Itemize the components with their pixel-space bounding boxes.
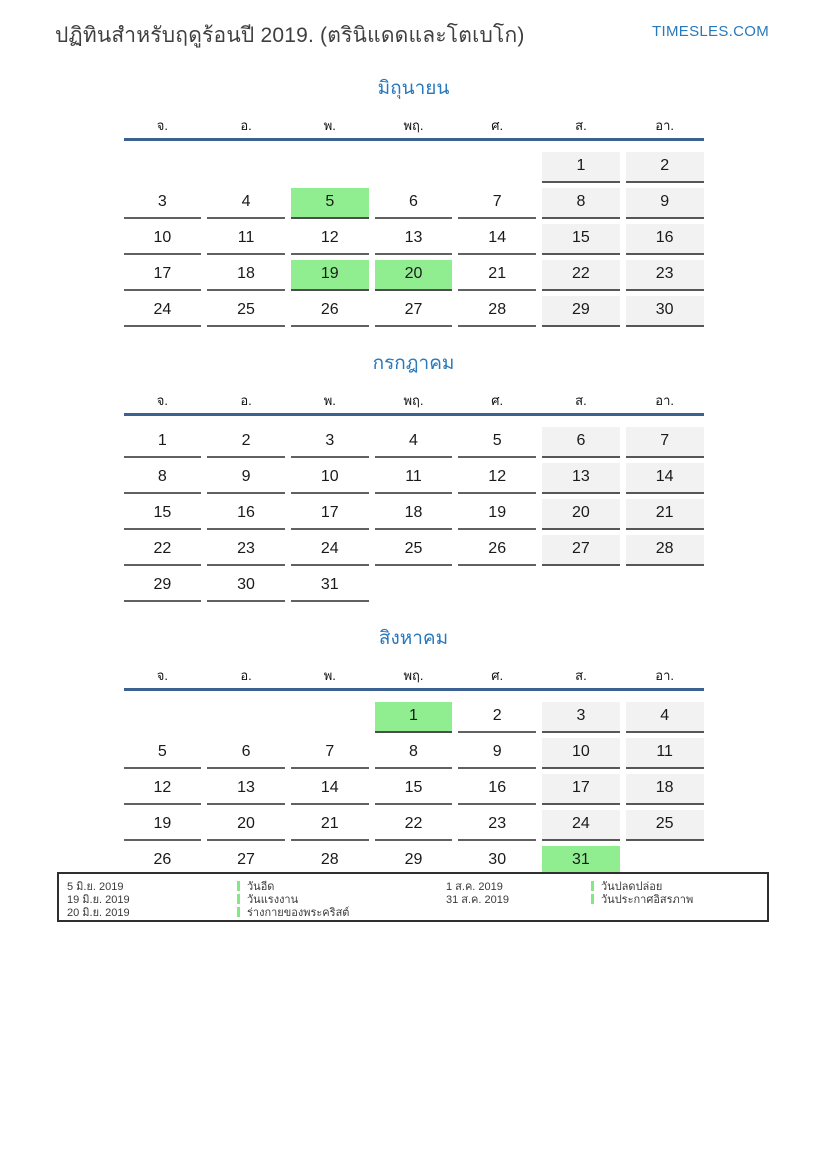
day-cell: 6 xyxy=(375,188,453,219)
day-cell: 21 xyxy=(458,260,536,291)
day-cell: 30 xyxy=(458,846,536,877)
day-cell: 25 xyxy=(626,810,704,841)
day-cell-empty xyxy=(291,702,369,733)
holiday-day-cell: 1 xyxy=(375,702,453,733)
day-cell: 9 xyxy=(626,188,704,219)
day-cell: 9 xyxy=(207,463,285,494)
day-cell: 2 xyxy=(626,152,704,183)
day-cell: 4 xyxy=(626,702,704,733)
day-cell: 14 xyxy=(626,463,704,494)
day-cell: 11 xyxy=(375,463,453,494)
weekday-label: จ. xyxy=(156,668,168,683)
legend-group xyxy=(67,879,413,919)
day-cell: 3 xyxy=(291,427,369,458)
day-cell: 29 xyxy=(542,296,620,327)
day-cell: 7 xyxy=(626,427,704,458)
day-cell: 16 xyxy=(626,224,704,255)
day-cell: 27 xyxy=(542,535,620,566)
day-cell: 30 xyxy=(207,571,285,602)
day-cell-empty xyxy=(375,152,453,183)
legend-holiday-label: ร่างกายของพระคริสต์ xyxy=(247,906,350,919)
month-block xyxy=(124,628,704,877)
weekday-label: อ. xyxy=(240,393,252,408)
day-grid xyxy=(124,427,704,602)
day-cell: 8 xyxy=(124,463,202,494)
day-cell-empty xyxy=(626,571,704,602)
day-cell: 3 xyxy=(542,702,620,733)
day-cell: 25 xyxy=(207,296,285,327)
holiday-day-cell: 5 xyxy=(291,188,369,219)
day-cell: 27 xyxy=(207,846,285,877)
day-cell: 31 xyxy=(291,571,369,602)
month-title: มิถุนายน xyxy=(377,78,450,99)
day-grid xyxy=(124,702,704,877)
day-cell: 12 xyxy=(291,224,369,255)
day-cell: 11 xyxy=(626,738,704,769)
day-cell: 18 xyxy=(375,499,453,530)
day-cell: 26 xyxy=(124,846,202,877)
holiday-tick-icon xyxy=(237,907,240,917)
day-cell: 29 xyxy=(375,846,453,877)
day-cell: 23 xyxy=(626,260,704,291)
day-cell: 2 xyxy=(207,427,285,458)
day-cell: 22 xyxy=(542,260,620,291)
day-cell: 30 xyxy=(626,296,704,327)
legend-date: 31 ส.ค. 2019 xyxy=(446,893,510,906)
day-cell: 9 xyxy=(458,738,536,769)
month-block xyxy=(124,78,704,327)
day-cell: 21 xyxy=(626,499,704,530)
day-cell-empty xyxy=(207,152,285,183)
weekday-label: ส. xyxy=(575,118,587,133)
weekday-label: อ. xyxy=(240,118,252,133)
legend-group xyxy=(413,879,759,915)
day-cell: 25 xyxy=(375,535,453,566)
weekday-label: ศ. xyxy=(491,118,504,133)
day-cell: 4 xyxy=(207,188,285,219)
weekday-label: อา. xyxy=(655,668,674,683)
day-cell: 26 xyxy=(291,296,369,327)
weekday-label: จ. xyxy=(156,393,168,408)
month-title: สิงหาคม xyxy=(378,628,449,649)
weekday-label: จ. xyxy=(156,118,168,133)
legend-date: 5 มิ.ย. 2019 xyxy=(67,880,124,893)
day-cell: 16 xyxy=(458,774,536,805)
day-cell: 19 xyxy=(458,499,536,530)
day-cell: 13 xyxy=(542,463,620,494)
day-cell: 6 xyxy=(207,738,285,769)
calendar-months-container xyxy=(124,78,704,877)
day-cell: 12 xyxy=(124,774,202,805)
weekday-label: ศ. xyxy=(491,393,504,408)
day-cell: 21 xyxy=(291,810,369,841)
day-grid xyxy=(124,152,704,327)
weekday-label: อ. xyxy=(240,668,252,683)
day-cell: 24 xyxy=(124,296,202,327)
legend-box xyxy=(57,872,769,922)
weekday-label: อา. xyxy=(655,118,674,133)
day-cell: 13 xyxy=(207,774,285,805)
day-cell: 13 xyxy=(375,224,453,255)
day-cell: 28 xyxy=(291,846,369,877)
day-cell: 14 xyxy=(291,774,369,805)
day-cell: 26 xyxy=(458,535,536,566)
month-title: กรกฎาคม xyxy=(372,353,455,374)
day-cell: 19 xyxy=(124,810,202,841)
day-cell: 22 xyxy=(375,810,453,841)
day-cell-empty xyxy=(124,152,202,183)
holiday-day-cell: 31 xyxy=(542,846,620,877)
day-cell: 6 xyxy=(542,427,620,458)
day-cell: 5 xyxy=(124,738,202,769)
day-cell: 18 xyxy=(626,774,704,805)
weekday-label: พฤ. xyxy=(403,393,424,408)
weekday-label: ส. xyxy=(575,393,587,408)
day-cell: 1 xyxy=(542,152,620,183)
legend-date: 19 มิ.ย. 2019 xyxy=(67,893,130,906)
legend-holiday-label: วันอีด xyxy=(247,880,275,893)
legend-holiday-name xyxy=(237,903,413,921)
day-cell: 17 xyxy=(291,499,369,530)
day-cell: 2 xyxy=(458,702,536,733)
day-cell: 28 xyxy=(458,296,536,327)
legend-holiday-label: วันแรงงาน xyxy=(247,893,299,906)
weekday-header-row xyxy=(124,668,704,691)
day-cell: 20 xyxy=(207,810,285,841)
day-cell: 3 xyxy=(124,188,202,219)
weekday-header-row xyxy=(124,393,704,416)
day-cell-empty xyxy=(458,152,536,183)
day-cell: 29 xyxy=(124,571,202,602)
day-cell: 12 xyxy=(458,463,536,494)
day-cell: 14 xyxy=(458,224,536,255)
holiday-tick-icon xyxy=(591,894,594,904)
day-cell: 8 xyxy=(375,738,453,769)
day-cell: 10 xyxy=(291,463,369,494)
day-cell: 20 xyxy=(542,499,620,530)
day-cell-empty xyxy=(375,571,453,602)
page-header xyxy=(0,0,827,52)
weekday-label: อา. xyxy=(655,393,674,408)
day-cell: 18 xyxy=(207,260,285,291)
day-cell: 5 xyxy=(458,427,536,458)
day-cell: 24 xyxy=(291,535,369,566)
day-cell: 15 xyxy=(375,774,453,805)
weekday-label: พฤ. xyxy=(403,668,424,683)
weekday-label: ศ. xyxy=(491,668,504,683)
day-cell: 17 xyxy=(542,774,620,805)
day-cell: 1 xyxy=(124,427,202,458)
weekday-label: พฤ. xyxy=(403,118,424,133)
day-cell: 23 xyxy=(207,535,285,566)
weekday-label: ส. xyxy=(575,668,587,683)
month-block xyxy=(124,353,704,602)
day-cell: 10 xyxy=(124,224,202,255)
day-cell-empty xyxy=(207,702,285,733)
legend-date: 20 มิ.ย. 2019 xyxy=(67,906,130,919)
day-cell: 22 xyxy=(124,535,202,566)
day-cell: 17 xyxy=(124,260,202,291)
page-title: ปฏิทินสำหรับฤดูร้อนปี 2019. (ตรินิแดดและโตเบโก) xyxy=(55,24,525,47)
day-cell: 16 xyxy=(207,499,285,530)
weekday-label: พ. xyxy=(323,393,336,408)
day-cell-empty xyxy=(124,702,202,733)
day-cell: 23 xyxy=(458,810,536,841)
holiday-day-cell: 19 xyxy=(291,260,369,291)
legend-holiday-label: วันประกาศอิสรภาพ xyxy=(601,893,694,906)
site-link[interactable]: TIMESLES.COM xyxy=(652,23,769,40)
day-cell: 4 xyxy=(375,427,453,458)
day-cell-empty xyxy=(291,152,369,183)
weekday-label: พ. xyxy=(323,118,336,133)
day-cell-empty xyxy=(458,571,536,602)
legend-holiday-name xyxy=(591,890,759,908)
holiday-day-cell: 20 xyxy=(375,260,453,291)
day-cell: 27 xyxy=(375,296,453,327)
day-cell: 7 xyxy=(458,188,536,219)
day-cell-empty xyxy=(542,571,620,602)
day-cell: 15 xyxy=(542,224,620,255)
day-cell: 15 xyxy=(124,499,202,530)
day-cell: 10 xyxy=(542,738,620,769)
legend-holiday-label: วันปลดปล่อย xyxy=(601,880,663,893)
day-cell: 8 xyxy=(542,188,620,219)
weekday-label: พ. xyxy=(323,668,336,683)
legend-date: 1 ส.ค. 2019 xyxy=(446,880,503,893)
day-cell: 24 xyxy=(542,810,620,841)
day-cell: 11 xyxy=(207,224,285,255)
day-cell: 28 xyxy=(626,535,704,566)
day-cell: 7 xyxy=(291,738,369,769)
weekday-header-row xyxy=(124,118,704,141)
